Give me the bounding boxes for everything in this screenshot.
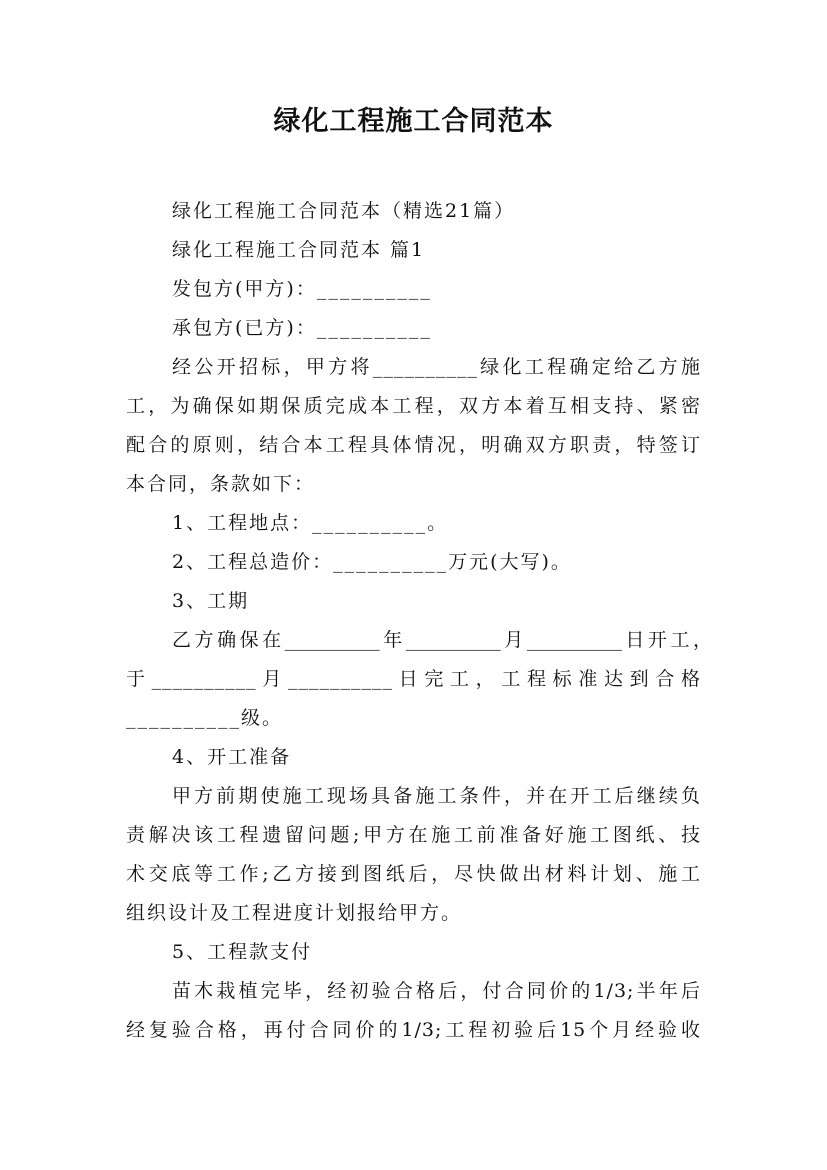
- document-title: 绿化工程施工合同范本: [273, 106, 554, 137]
- subtitle-line: 绿化工程施工合同范本（精选21篇）: [172, 200, 516, 222]
- paragraph-line: 术交底等工作;乙方接到图纸后，尽快做出材料计划、施工: [126, 863, 701, 885]
- paragraph-line: 组织设计及工程进度计划报给甲方。: [126, 902, 463, 924]
- paragraph-line: __________级。: [126, 707, 284, 729]
- paragraph-line: 经复验合格，再付合同价的1/3;工程初验后15个月经验收: [126, 1019, 701, 1041]
- clause-heading-duration: 3、工期: [172, 590, 250, 612]
- clause-price: 2、工程总造价：__________万元(大写)。: [172, 551, 572, 573]
- paragraph-line: 甲方前期使施工现场具备施工条件，并在开工后继续负: [172, 785, 701, 807]
- paragraph-line: 责解决该工程遗留问题;甲方在施工前准备好施工图纸、技: [126, 824, 701, 846]
- paragraph-line: 本合同，条款如下：: [126, 473, 316, 495]
- party-a-line: 发包方(甲方)：__________: [172, 278, 432, 300]
- clause-heading-payment: 5、工程款支付: [172, 941, 313, 963]
- paragraph-line: 于__________月__________日完工，工程标准达到合格: [126, 668, 701, 690]
- paragraph-line: 乙方确保在__________年__________月__________日开工，: [172, 629, 712, 651]
- paragraph-line: 经公开招标，甲方将__________绿化工程确定给乙方施: [172, 356, 701, 378]
- paragraph-line: 配合的原则，结合本工程具体情况，明确双方职责，特签订: [126, 434, 701, 456]
- paragraph-line: 工，为确保如期保质完成本工程，双方本着互相支持、紧密: [126, 395, 701, 417]
- clause-heading-preparation: 4、开工准备: [172, 746, 292, 768]
- section-heading: 绿化工程施工合同范本 篇1: [172, 239, 426, 261]
- clause-location: 1、工程地点：__________。: [172, 512, 449, 534]
- paragraph-line: 苗木栽植完毕，经初验合格后，付合同价的1/3;半年后: [172, 980, 701, 1002]
- party-b-line: 承包方(已方)：__________: [172, 317, 432, 339]
